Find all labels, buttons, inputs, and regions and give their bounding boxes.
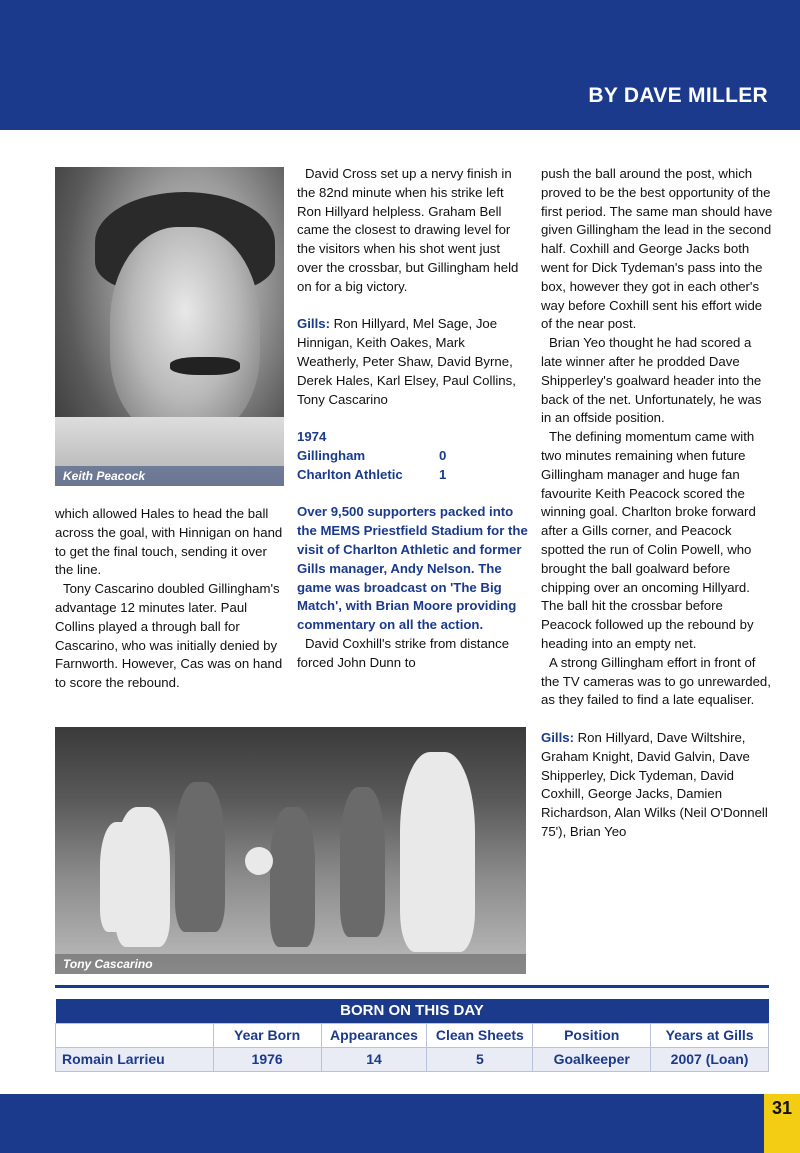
appearances-cell: 14 (321, 1047, 427, 1071)
years-at-gills-cell: 2007 (Loan) (651, 1047, 769, 1071)
match-action-photo (55, 727, 526, 974)
player-name-cell: Romain Larrieu (56, 1047, 214, 1071)
table-row (56, 1047, 769, 1071)
column-3 (541, 165, 773, 842)
col2-paragraph-2: David Coxhill's strike from distance forced John Dunn to (297, 635, 510, 670)
col2-lineup (297, 315, 529, 409)
home-score: 0 (439, 447, 447, 463)
col2-team-list: Ron Hillyard, Mel Sage, Joe Hinnigan, Keith Oakes, Mark Weatherly, Peter Shaw, David Byrne, Derek Hales, Karl Elsey, Paul Collins, Tony Cascarino (297, 316, 516, 407)
header-cell (56, 1023, 214, 1047)
position-cell: Goalkeeper (533, 1047, 651, 1071)
away-team: Charlton Athletic (297, 466, 403, 482)
photo-caption-bottom: Tony Cascarino (55, 954, 526, 974)
col3-paragraph-4: A strong Gillingham effort in front of the TV cameras was to go unrewarded, as they failed to find a late equaliser. (541, 654, 771, 708)
byline: BY DAVE MILLER (588, 84, 768, 107)
match-intro: Over 9,500 supporters packed into the MEMS Priestfield Stadium for the visit of Charlton Athletic and former Gills manager, Andy Nelson. The game was broadcast on 'The Big Match', with Brian Moore providing commentary on all the action. (297, 504, 528, 633)
header-cell: Year Born (213, 1023, 321, 1047)
header-cell: Clean Sheets (427, 1023, 533, 1047)
col3-team-list: Ron Hillyard, Dave Wiltshire, Graham Knight, David Galvin, Dave Shipperley, Dick Tydeman, David Coxhill, George Jacks, Damien Richardson, Alan Wilks (Neil O'Donnell 75'), Brian Yeo (541, 729, 768, 839)
col2-paragraph-1: David Cross set up a nervy finish in the 82nd minute when his strike left Ron Hillyard helpless. Graham Bell came the closest to drawing level for the visitors when his shot went just over the crossbar, but Gillingham held on for a big victory. (297, 166, 519, 294)
clean-sheets-cell: 5 (427, 1047, 533, 1071)
table-title: BORN ON THIS DAY (56, 999, 769, 1023)
home-team: Gillingham (297, 447, 366, 463)
col2-team-label: Gills: (297, 316, 330, 332)
page-number: 31 (764, 1094, 800, 1153)
header-band (0, 0, 800, 130)
column-1 (55, 505, 287, 693)
header-cell: Years at Gills (651, 1023, 769, 1047)
col3-paragraph-2: Brian Yeo thought he had scored a late winner after he prodded Dave Shipperley's goalward header into the back of the net. Unfortunately, he was in an offside position. (541, 335, 762, 426)
table-header-row (56, 1023, 769, 1047)
header-cell: Appearances (321, 1023, 427, 1047)
column-2 (297, 165, 529, 673)
keith-peacock-photo (55, 167, 284, 486)
col1-paragraph-1: which allowed Hales to head the ball across the goal, with Hinnigan on hand to get the final touch, sending it over the line. (55, 506, 283, 578)
col1-paragraph-2: Tony Cascarino doubled Gillingham's advantage 12 minutes later. Paul Collins played a through ball for Cascarino, who was initially denied by Farnworth. However, Cas was on hand to score the rebound. (55, 581, 283, 691)
table-rule (55, 985, 769, 988)
col3-paragraph-1: push the ball around the post, which proved to be the best opportunity of the first period. The same man should have given Gillingham the lead in the second half. Coxhill and George Jacks both went for Dick Tydeman's pass into the box, however they got in each other's way before Coxhill sent his effort wide of the near post. (541, 166, 773, 332)
year-born-cell: 1976 (213, 1047, 321, 1071)
col3-team-label: Gills: (541, 729, 574, 745)
photo-caption-top: Keith Peacock (55, 466, 284, 486)
col3-lineup (541, 729, 773, 842)
scoreline (297, 447, 529, 485)
match-year: 1974 (297, 429, 327, 445)
col3-paragraph-3: The defining momentum came with two minutes remaining when future Gillingham manager and huge fan favourite Keith Peacock scored the winning goal. Charlton broke forward after a Gills corner, and Peacock spotted the run of Colin Powell, who brought the ball goalward before chipping over an oncoming Hillyard. The ball hit the crossbar before Peacock followed up the rebound by heading into an empty net. (541, 429, 756, 651)
header-cell: Position (533, 1023, 651, 1047)
born-on-this-day-table (55, 999, 769, 1072)
footer-band (0, 1094, 800, 1153)
away-score: 1 (439, 466, 447, 482)
